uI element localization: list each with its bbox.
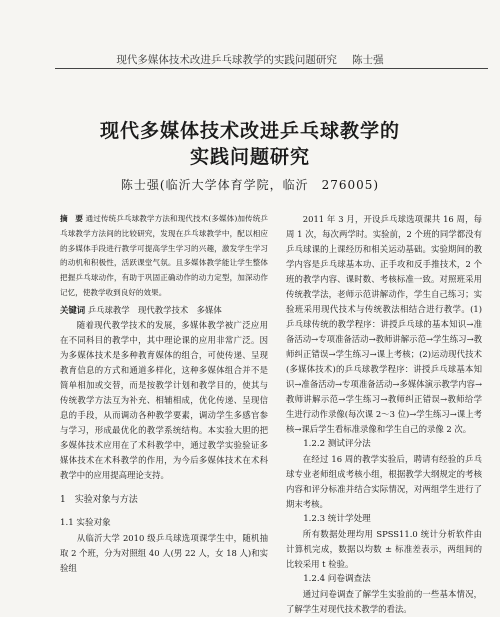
subsection-heading-1-2-2: 1.2.2 测试评分法 bbox=[303, 439, 371, 449]
author-affiliation: 陈士强(临沂大学体育学院，临沂 276005) bbox=[120, 178, 380, 192]
left-column bbox=[60, 212, 268, 579]
scoring-paragraph: 在经过 16 周的教学实验后，聘请有经验的乒乓球专业老师组成考核小组，根据教学大纲规定的考核内容和评分标准并结合实际情况，对两组学生进行了期末考核。 bbox=[286, 454, 482, 509]
abstract-paragraph bbox=[60, 212, 268, 301]
subsection-heading-1-2-4: 1.2.4 问卷调查法 bbox=[303, 574, 371, 584]
abstract bbox=[60, 212, 268, 301]
right-column bbox=[286, 212, 482, 614]
paper-title-line1: 现代多媒体技术改进乒乓球教学的 bbox=[99, 120, 400, 142]
section-heading-1: 1 实验对象与方法 bbox=[60, 494, 138, 505]
intro-paragraph: 随着现代教学技术的发展，多媒体教学被广泛应用在不同科目的教学中，其中理论课的应用非常广泛。因为多媒体技术是多种教育媒体的组合，可使传递、呈现教育信息的方式和通道多样化，这种多媒体组合并不是简单相加或交替，而是按教学计划和教学目的，使其与传统教学方法互为补充、相辅相成，优化传递、呈现信息的手段，从而调动各种教学要素，调动学生多感官参与学习，形成最优化的教学系统结构。本实验大胆的把多媒体技术应用在了术科教学中，通过教学实验验证多媒体技术在术科教学的作用，为今后多媒体技术在术科教学中的应用提高理论支持。 bbox=[60, 319, 268, 480]
subsection-heading-1-2-3: 1.2.3 统计学处理 bbox=[303, 514, 371, 524]
running-header bbox=[0, 52, 500, 67]
paper-title-line2: 实践问题研究 bbox=[189, 146, 310, 168]
running-header-title: 现代多媒体技术改进乒乓球教学的实践问题研究 bbox=[116, 54, 337, 66]
keywords-text: 乒乓球教学 现代教学技术 多媒体 bbox=[87, 304, 222, 315]
method-paragraph: 2011 年 3 月，开设乒乓球选项课共 16 周，每周 1 次，每次两学时。实验前，2 个班的同学都没有乒乓球课的上课经历和相关运动基础。实验期间的教学内容是乒乓球基本功、正手攻和反手推技术，2 个班的教学内容、课时数、考核标准一致。对照班采用传统教学法，老师示范讲解动作，学生自己练习；实验班采用现代技术与传统教法相结合进行教学。(1)乒乓球传统的教学程序：讲授乒乓球的基本知识→准备活动→专项准备活动→教师讲解示范→学生练习→教师纠正错误→学生练习→课上考核；(2)运动现代技术(多媒体技术)的乒乓球教学程序：讲授乒乓球基本知识→准备活动→专项准备活动→多媒体演示教学内容→教师讲解示范→学生练习→教师纠正错误→教师给学生进行动作录像(每次课 2～3 位)→学生练习→课上考核→课后学生看标准录像和学生自己的录像 2 次。 bbox=[286, 214, 482, 434]
keywords bbox=[60, 303, 268, 318]
subsection-1-1-text: 从临沂大学 2010 级乒乓球选项课学生中，随机抽取 2 个班，分为对照组 40 人(男 22 人，女 18 人)和实验组 bbox=[60, 532, 268, 573]
header-rule bbox=[55, 68, 488, 69]
paper-title bbox=[0, 118, 500, 170]
abstract-text: 通过传统乒乓球教学方法和现代技术(多媒体)加传统乒乓球教学方法间的比较研究，发现在乒乓球教学中，配以相应的多媒体手段进行教学可提高学生学习的兴趣，激发学生学习的动机和积极性，活跃课堂气氛。且多媒体教学能让学生整体把握乒乓球动作，有助于巩固正确动作的动力定型，加深动作记忆，使教学收到良好的效果。 bbox=[60, 214, 268, 297]
statistics-paragraph: 所有数据处理均用 SPSS11.0 统计分析软件由计算机完成，数据以均数 ± 标准差表示，两组间的比较采用 t 检验。 bbox=[286, 529, 482, 569]
keywords-label: 关键词 bbox=[60, 304, 86, 315]
abstract-label: 摘 要 bbox=[60, 214, 84, 223]
running-header-author: 陈士强 bbox=[352, 54, 384, 66]
questionnaire-paragraph: 通过问卷调查了解学生实验前的一些基本情况，了解学生对现代技术教学的看法。 bbox=[286, 589, 482, 614]
subsection-heading-1-1: 1.1 实验对象 bbox=[60, 517, 111, 528]
